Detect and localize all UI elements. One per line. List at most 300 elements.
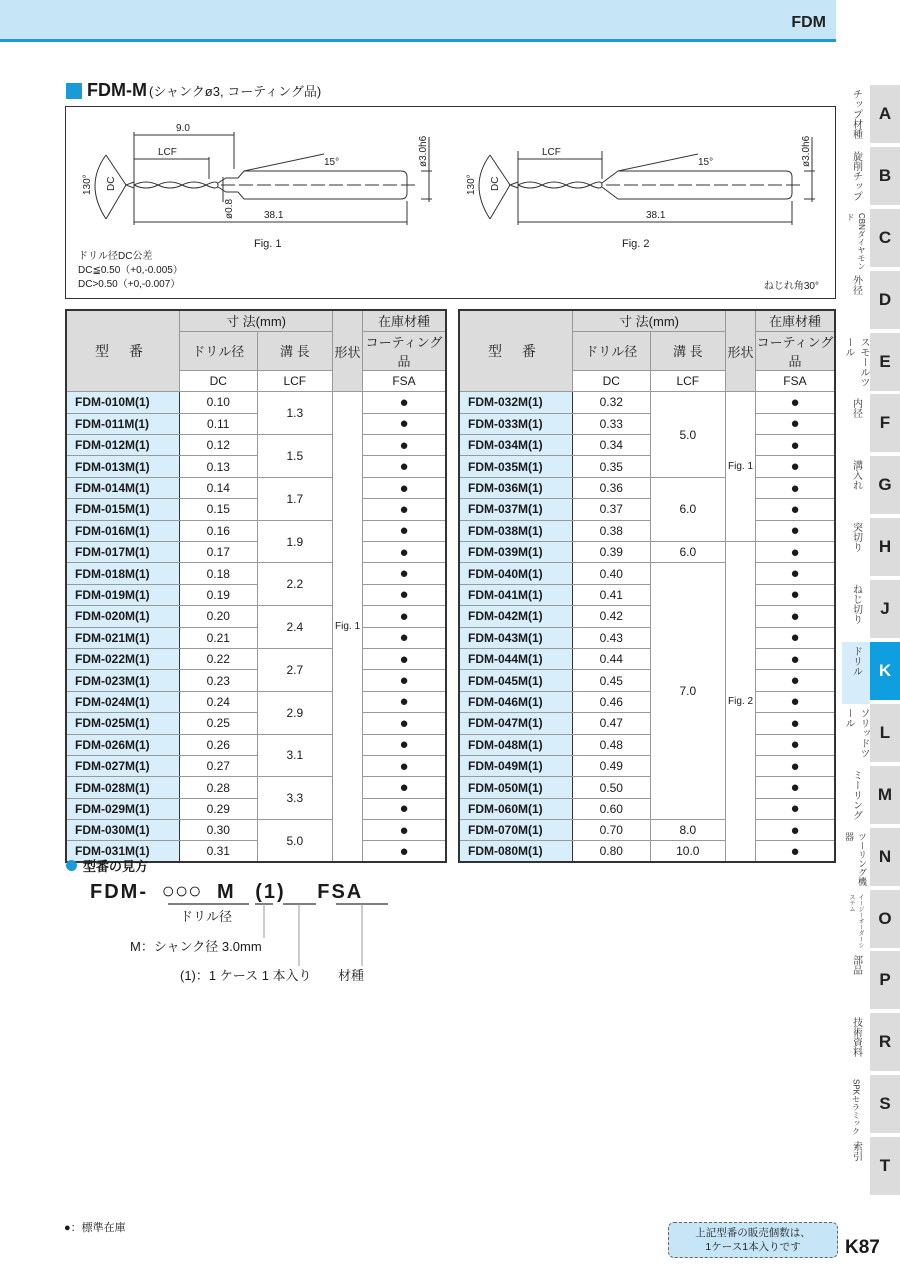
table-row xyxy=(66,563,446,584)
code-m: M xyxy=(216,881,236,903)
index-tab-s[interactable] xyxy=(842,1075,900,1137)
model-cell: FDM-045M(1) xyxy=(459,670,572,691)
table-row xyxy=(459,392,835,413)
fig1-dim-9: 9.0 xyxy=(176,123,190,134)
index-tab-j[interactable] xyxy=(842,580,900,642)
model-cell: FDM-035M(1) xyxy=(459,456,572,477)
fig2-dc: DC xyxy=(490,176,501,191)
label-shank: M：シャンク径 3.0mm xyxy=(130,939,262,954)
index-tab-m[interactable] xyxy=(842,766,900,828)
tab-letter: S xyxy=(870,1075,900,1133)
tab-letter: R xyxy=(870,1013,900,1071)
dc-cell: 0.14 xyxy=(179,477,257,498)
index-tab-k-active[interactable] xyxy=(842,642,900,704)
dc-cell: 0.16 xyxy=(179,520,257,541)
header-coating: コーティング品 xyxy=(362,331,446,370)
dc-cell: 0.17 xyxy=(179,542,257,563)
stock-dot: ● xyxy=(362,670,446,691)
model-cell: FDM-027M(1) xyxy=(66,755,179,776)
table-row xyxy=(66,820,446,841)
shape-cell: Fig. 1 xyxy=(726,392,756,542)
table-row xyxy=(459,713,835,734)
shape-cell: Fig. 2 xyxy=(726,542,756,863)
tab-label: ミーリング xyxy=(850,769,862,820)
tab-label: 部品 xyxy=(850,955,862,976)
dc-cell: 0.31 xyxy=(179,841,257,862)
dc-cell: 0.37 xyxy=(572,499,650,520)
table-row xyxy=(459,413,835,434)
tolerance-line-2: DC>0.50（+0,-0.007） xyxy=(78,279,181,290)
stock-dot: ● xyxy=(755,777,835,798)
tab-letter: C xyxy=(870,209,900,267)
tab-label: 溝入れ xyxy=(850,460,862,491)
header-shape: 形状 xyxy=(333,310,363,392)
stock-dot: ● xyxy=(362,777,446,798)
model-cell: FDM-037M(1) xyxy=(459,499,572,520)
model-cell: FDM-036M(1) xyxy=(459,477,572,498)
header-dc: DC xyxy=(572,370,650,391)
dc-cell: 0.21 xyxy=(179,627,257,648)
model-cell: FDM-011M(1) xyxy=(66,413,179,434)
tab-label: 突切り xyxy=(850,522,862,553)
dc-cell: 0.45 xyxy=(572,670,650,691)
index-tab-b[interactable] xyxy=(842,147,900,209)
page-header-band xyxy=(0,0,836,42)
table-row xyxy=(66,520,446,541)
fig2-shank: ø3.0h6 xyxy=(801,135,812,167)
fig2-point-angle: 130° xyxy=(466,174,477,195)
fig1-dc: DC xyxy=(106,176,117,191)
table-row xyxy=(459,648,835,669)
stock-dot: ● xyxy=(362,435,446,456)
table-row xyxy=(66,670,446,691)
label-qty: (1)：1 ケース 1 本入り xyxy=(180,968,312,983)
stock-dot: ● xyxy=(362,413,446,434)
tab-label: 技術資料 xyxy=(850,1017,862,1058)
stock-dot: ● xyxy=(362,584,446,605)
dc-cell: 0.70 xyxy=(572,820,650,841)
table-row xyxy=(66,777,446,798)
model-cell: FDM-017M(1) xyxy=(66,542,179,563)
square-bullet-icon xyxy=(66,83,82,99)
index-tab-c[interactable] xyxy=(842,209,900,271)
tab-label: SPKセラミック xyxy=(851,1079,861,1136)
lcf-cell: 2.2 xyxy=(257,563,333,606)
lcf-cell: 5.0 xyxy=(650,392,726,478)
index-tab-r[interactable] xyxy=(842,1013,900,1075)
model-cell: FDM-030M(1) xyxy=(66,820,179,841)
model-cell: FDM-019M(1) xyxy=(66,584,179,605)
model-cell: FDM-050M(1) xyxy=(459,777,572,798)
stock-dot: ● xyxy=(362,563,446,584)
tolerance-line-1: DC≦0.50（+0,-0.005） xyxy=(78,265,183,276)
dc-cell: 0.15 xyxy=(179,499,257,520)
stock-dot: ● xyxy=(755,734,835,755)
dc-cell: 0.49 xyxy=(572,755,650,776)
dc-cell: 0.33 xyxy=(572,413,650,434)
stock-dot: ● xyxy=(755,820,835,841)
fig1-neck: ø0.8 xyxy=(224,198,235,219)
series-code: FDM xyxy=(791,14,826,31)
lcf-cell: 2.9 xyxy=(257,691,333,734)
dc-cell: 0.22 xyxy=(179,648,257,669)
lcf-cell: 6.0 xyxy=(650,542,726,563)
stock-dot: ● xyxy=(362,392,446,413)
table-row xyxy=(66,456,446,477)
dc-cell: 0.29 xyxy=(179,798,257,819)
model-cell: FDM-043M(1) xyxy=(459,627,572,648)
dc-cell: 0.44 xyxy=(572,648,650,669)
header-dims: 寸 法(mm) xyxy=(179,310,332,331)
model-cell: FDM-047M(1) xyxy=(459,713,572,734)
stock-dot: ● xyxy=(755,392,835,413)
header-model: 型 番 xyxy=(459,310,572,392)
table-row xyxy=(459,798,835,819)
section-title xyxy=(66,80,321,101)
stock-dot: ● xyxy=(755,456,835,477)
header-shape: 形状 xyxy=(726,310,756,392)
model-cell: FDM-033M(1) xyxy=(459,413,572,434)
model-cell: FDM-060M(1) xyxy=(459,798,572,819)
table-row xyxy=(459,435,835,456)
model-cell: FDM-024M(1) xyxy=(66,691,179,712)
dc-cell: 0.41 xyxy=(572,584,650,605)
header-dc-jp: ドリル径 xyxy=(179,331,257,370)
index-tab-a[interactable] xyxy=(842,85,900,147)
dc-cell: 0.30 xyxy=(179,820,257,841)
dc-cell: 0.19 xyxy=(179,584,257,605)
table-row xyxy=(459,627,835,648)
stock-dot: ● xyxy=(362,691,446,712)
stock-dot: ● xyxy=(362,499,446,520)
stock-dot: ● xyxy=(362,798,446,819)
model-cell: FDM-070M(1) xyxy=(459,820,572,841)
lcf-cell: 6.0 xyxy=(650,477,726,541)
index-tab-o[interactable] xyxy=(842,890,900,952)
lcf-cell: 1.3 xyxy=(257,392,333,435)
table-row xyxy=(66,499,446,520)
model-cell: FDM-022M(1) xyxy=(66,648,179,669)
fig2-caption: Fig. 2 xyxy=(622,238,650,250)
lcf-cell: 7.0 xyxy=(650,563,726,820)
index-tab-t[interactable] xyxy=(842,1137,900,1199)
guide-title: 型番の見方 xyxy=(83,859,149,874)
tab-label: ねじ切り xyxy=(850,584,862,625)
header-model: 型 番 xyxy=(66,310,179,392)
label-grade: 材種 xyxy=(338,968,365,983)
lcf-cell: 2.7 xyxy=(257,648,333,691)
dc-cell: 0.47 xyxy=(572,713,650,734)
tab-letter: F xyxy=(870,394,900,452)
index-tab-l[interactable] xyxy=(842,704,900,766)
stock-dot: ● xyxy=(755,499,835,520)
header-grade: FSA xyxy=(362,370,446,391)
fig1-caption: Fig. 1 xyxy=(254,238,282,250)
dc-cell: 0.11 xyxy=(179,413,257,434)
fig1-lcf: LCF xyxy=(158,147,177,158)
model-cell: FDM-028M(1) xyxy=(66,777,179,798)
table-row xyxy=(459,563,835,584)
model-number-guide xyxy=(66,856,446,986)
header-dc-jp: ドリル径 xyxy=(572,331,650,370)
model-cell: FDM-018M(1) xyxy=(66,563,179,584)
dc-cell: 0.48 xyxy=(572,734,650,755)
stock-dot: ● xyxy=(362,841,446,862)
tab-letter: N xyxy=(870,828,900,886)
table-row xyxy=(66,542,446,563)
lcf-cell: 1.7 xyxy=(257,477,333,520)
header-lcf-jp: 溝 長 xyxy=(257,331,333,370)
lcf-cell: 3.1 xyxy=(257,734,333,777)
stock-dot: ● xyxy=(755,413,835,434)
stock-dot: ● xyxy=(755,841,835,862)
shape-cell: Fig. 1 xyxy=(333,392,363,863)
model-cell: FDM-049M(1) xyxy=(459,755,572,776)
header-stock: 在庫材種 xyxy=(362,310,446,331)
fig2-lcf: LCF xyxy=(542,147,561,158)
stock-legend: ●：標準在庫 xyxy=(64,1222,126,1234)
table-row xyxy=(459,520,835,541)
stock-dot: ● xyxy=(755,713,835,734)
lcf-cell: 8.0 xyxy=(650,820,726,841)
dc-cell: 0.50 xyxy=(572,777,650,798)
index-tab-g[interactable] xyxy=(842,456,900,518)
code-circles: ○○○ xyxy=(161,878,202,903)
spec-table-right xyxy=(458,309,836,863)
dc-cell: 0.39 xyxy=(572,542,650,563)
model-cell: FDM-020M(1) xyxy=(66,606,179,627)
index-tab-p[interactable] xyxy=(842,951,900,1013)
fig1-point-angle: 130° xyxy=(82,174,93,195)
dc-cell: 0.42 xyxy=(572,606,650,627)
model-cell: FDM-025M(1) xyxy=(66,713,179,734)
model-cell: FDM-023M(1) xyxy=(66,670,179,691)
note-line-1: 上記型番の販売個数は、 xyxy=(695,1227,811,1239)
dc-cell: 0.43 xyxy=(572,627,650,648)
table-row xyxy=(459,691,835,712)
model-cell: FDM-046M(1) xyxy=(459,691,572,712)
sales-unit-note xyxy=(668,1222,838,1258)
stock-dot: ● xyxy=(755,435,835,456)
index-tabs xyxy=(842,85,900,1199)
header-lcf: LCF xyxy=(257,370,333,391)
stock-dot: ● xyxy=(755,563,835,584)
table-row xyxy=(66,435,446,456)
code-qty: (1) xyxy=(255,881,286,903)
stock-dot: ● xyxy=(362,477,446,498)
tab-letter: P xyxy=(870,951,900,1009)
table-row xyxy=(66,713,446,734)
table-row xyxy=(459,542,835,563)
dc-cell: 0.18 xyxy=(179,563,257,584)
label-dc: ドリル径 xyxy=(180,909,233,924)
tab-label: イージーオーダーシステム xyxy=(848,893,863,948)
dc-cell: 0.12 xyxy=(179,435,257,456)
stock-dot: ● xyxy=(755,542,835,563)
table-row xyxy=(459,584,835,605)
tab-label: 索引 xyxy=(850,1141,862,1162)
dc-cell: 0.27 xyxy=(179,755,257,776)
table-row xyxy=(459,777,835,798)
table-row xyxy=(66,734,446,755)
tab-letter: K xyxy=(870,642,900,700)
page-number: K87 xyxy=(845,1237,880,1258)
fig2-taper: 15° xyxy=(698,157,714,168)
tab-label: ツーリング機器 xyxy=(844,831,867,886)
table-row xyxy=(459,755,835,776)
tab-letter: O xyxy=(870,890,900,948)
tab-label: ドリル xyxy=(842,642,870,704)
tab-label: チップ材種 xyxy=(850,89,862,139)
note-line-2: 1ケース1本入りです xyxy=(705,1241,801,1253)
model-cell: FDM-080M(1) xyxy=(459,841,572,862)
header-dc: DC xyxy=(179,370,257,391)
model-cell: FDM-016M(1) xyxy=(66,520,179,541)
tab-letter: D xyxy=(870,271,900,329)
index-tab-h[interactable] xyxy=(842,518,900,580)
dc-cell: 0.10 xyxy=(179,392,257,413)
code-prefix: FDM- xyxy=(90,881,148,903)
model-cell: FDM-032M(1) xyxy=(459,392,572,413)
stock-dot: ● xyxy=(755,670,835,691)
tab-letter: A xyxy=(870,85,900,143)
code-grade: FSA xyxy=(317,881,364,903)
stock-dot: ● xyxy=(362,755,446,776)
stock-dot: ● xyxy=(362,627,446,648)
table-row xyxy=(66,798,446,819)
index-tab-e[interactable] xyxy=(842,333,900,395)
stock-dot: ● xyxy=(755,648,835,669)
model-cell: FDM-039M(1) xyxy=(459,542,572,563)
tolerance-title: ドリル径DC公差 xyxy=(78,251,153,262)
tab-letter: H xyxy=(870,518,900,576)
stock-dot: ● xyxy=(755,627,835,648)
tab-letter: M xyxy=(870,766,900,824)
index-tab-n[interactable] xyxy=(842,828,900,890)
stock-dot: ● xyxy=(755,606,835,627)
dc-cell: 0.35 xyxy=(572,456,650,477)
stock-dot: ● xyxy=(362,606,446,627)
model-cell: FDM-029M(1) xyxy=(66,798,179,819)
tab-letter: G xyxy=(870,456,900,514)
dc-cell: 0.80 xyxy=(572,841,650,862)
header-stock: 在庫材種 xyxy=(755,310,835,331)
model-cell: FDM-013M(1) xyxy=(66,456,179,477)
model-cell: FDM-015M(1) xyxy=(66,499,179,520)
header-lcf-jp: 溝 長 xyxy=(650,331,726,370)
dc-tolerance-note xyxy=(78,250,183,292)
stock-dot: ● xyxy=(362,520,446,541)
dc-cell: 0.23 xyxy=(179,670,257,691)
stock-dot: ● xyxy=(755,755,835,776)
stock-dot: ● xyxy=(755,520,835,541)
table-row xyxy=(66,691,446,712)
table-row xyxy=(459,670,835,691)
tab-label: CBNダイヤモンド xyxy=(846,212,866,270)
lcf-cell: 2.4 xyxy=(257,606,333,649)
model-cell: FDM-042M(1) xyxy=(459,606,572,627)
table-row xyxy=(66,648,446,669)
lcf-cell: 5.0 xyxy=(257,820,333,863)
dc-cell: 0.28 xyxy=(179,777,257,798)
dc-cell: 0.46 xyxy=(572,691,650,712)
tab-label: 内径 xyxy=(850,398,862,419)
table-row xyxy=(459,820,835,841)
model-cell: FDM-034M(1) xyxy=(459,435,572,456)
tab-label: スモールツール xyxy=(843,336,869,387)
lcf-cell: 10.0 xyxy=(650,841,726,862)
stock-dot: ● xyxy=(362,648,446,669)
tab-letter: B xyxy=(870,147,900,205)
model-cell: FDM-041M(1) xyxy=(459,584,572,605)
table-row xyxy=(459,606,835,627)
drawing-box xyxy=(65,106,836,299)
table-row xyxy=(459,456,835,477)
lcf-cell: 1.9 xyxy=(257,520,333,563)
table-row xyxy=(459,841,835,862)
model-cell: FDM-048M(1) xyxy=(459,734,572,755)
table-row xyxy=(459,499,835,520)
header-coating: コーティング品 xyxy=(755,331,835,370)
section-title-sub: (シャンクø3, コーティング品) xyxy=(148,84,322,99)
header-dims: 寸 法(mm) xyxy=(572,310,725,331)
stock-dot: ● xyxy=(362,456,446,477)
model-cell: FDM-040M(1) xyxy=(459,563,572,584)
tab-letter: J xyxy=(870,580,900,638)
index-tab-f[interactable] xyxy=(842,394,900,456)
table-row xyxy=(66,755,446,776)
dc-cell: 0.13 xyxy=(179,456,257,477)
table-row xyxy=(459,477,835,498)
dc-cell: 0.36 xyxy=(572,477,650,498)
index-tab-d[interactable] xyxy=(842,271,900,333)
fig1-length: 38.1 xyxy=(264,210,284,221)
stock-dot: ● xyxy=(362,734,446,755)
table-row xyxy=(459,734,835,755)
header-grade: FSA xyxy=(755,370,835,391)
stock-dot: ● xyxy=(755,584,835,605)
dc-cell: 0.26 xyxy=(179,734,257,755)
tab-letter: T xyxy=(870,1137,900,1195)
tab-letter: L xyxy=(870,704,900,762)
stock-dot: ● xyxy=(755,477,835,498)
stock-dot: ● xyxy=(362,820,446,841)
table-row xyxy=(66,392,446,413)
stock-dot: ● xyxy=(755,798,835,819)
tab-label: 旋削チップ xyxy=(850,150,862,201)
table-row xyxy=(66,413,446,434)
model-cell: FDM-038M(1) xyxy=(459,520,572,541)
header-lcf: LCF xyxy=(650,370,726,391)
tab-letter: E xyxy=(870,333,900,391)
model-cell: FDM-021M(1) xyxy=(66,627,179,648)
fig2-length: 38.1 xyxy=(646,210,666,221)
stock-dot: ● xyxy=(362,713,446,734)
model-cell: FDM-044M(1) xyxy=(459,648,572,669)
table-row xyxy=(66,606,446,627)
dc-cell: 0.60 xyxy=(572,798,650,819)
table-row xyxy=(66,477,446,498)
tab-label: ソリッドツール xyxy=(843,707,869,758)
section-title-main: FDM-M xyxy=(87,80,147,100)
model-cell: FDM-026M(1) xyxy=(66,734,179,755)
dc-cell: 0.38 xyxy=(572,520,650,541)
model-cell: FDM-031M(1) xyxy=(66,841,179,862)
dc-cell: 0.40 xyxy=(572,563,650,584)
model-cell: FDM-010M(1) xyxy=(66,392,179,413)
model-cell: FDM-012M(1) xyxy=(66,435,179,456)
dc-cell: 0.24 xyxy=(179,691,257,712)
